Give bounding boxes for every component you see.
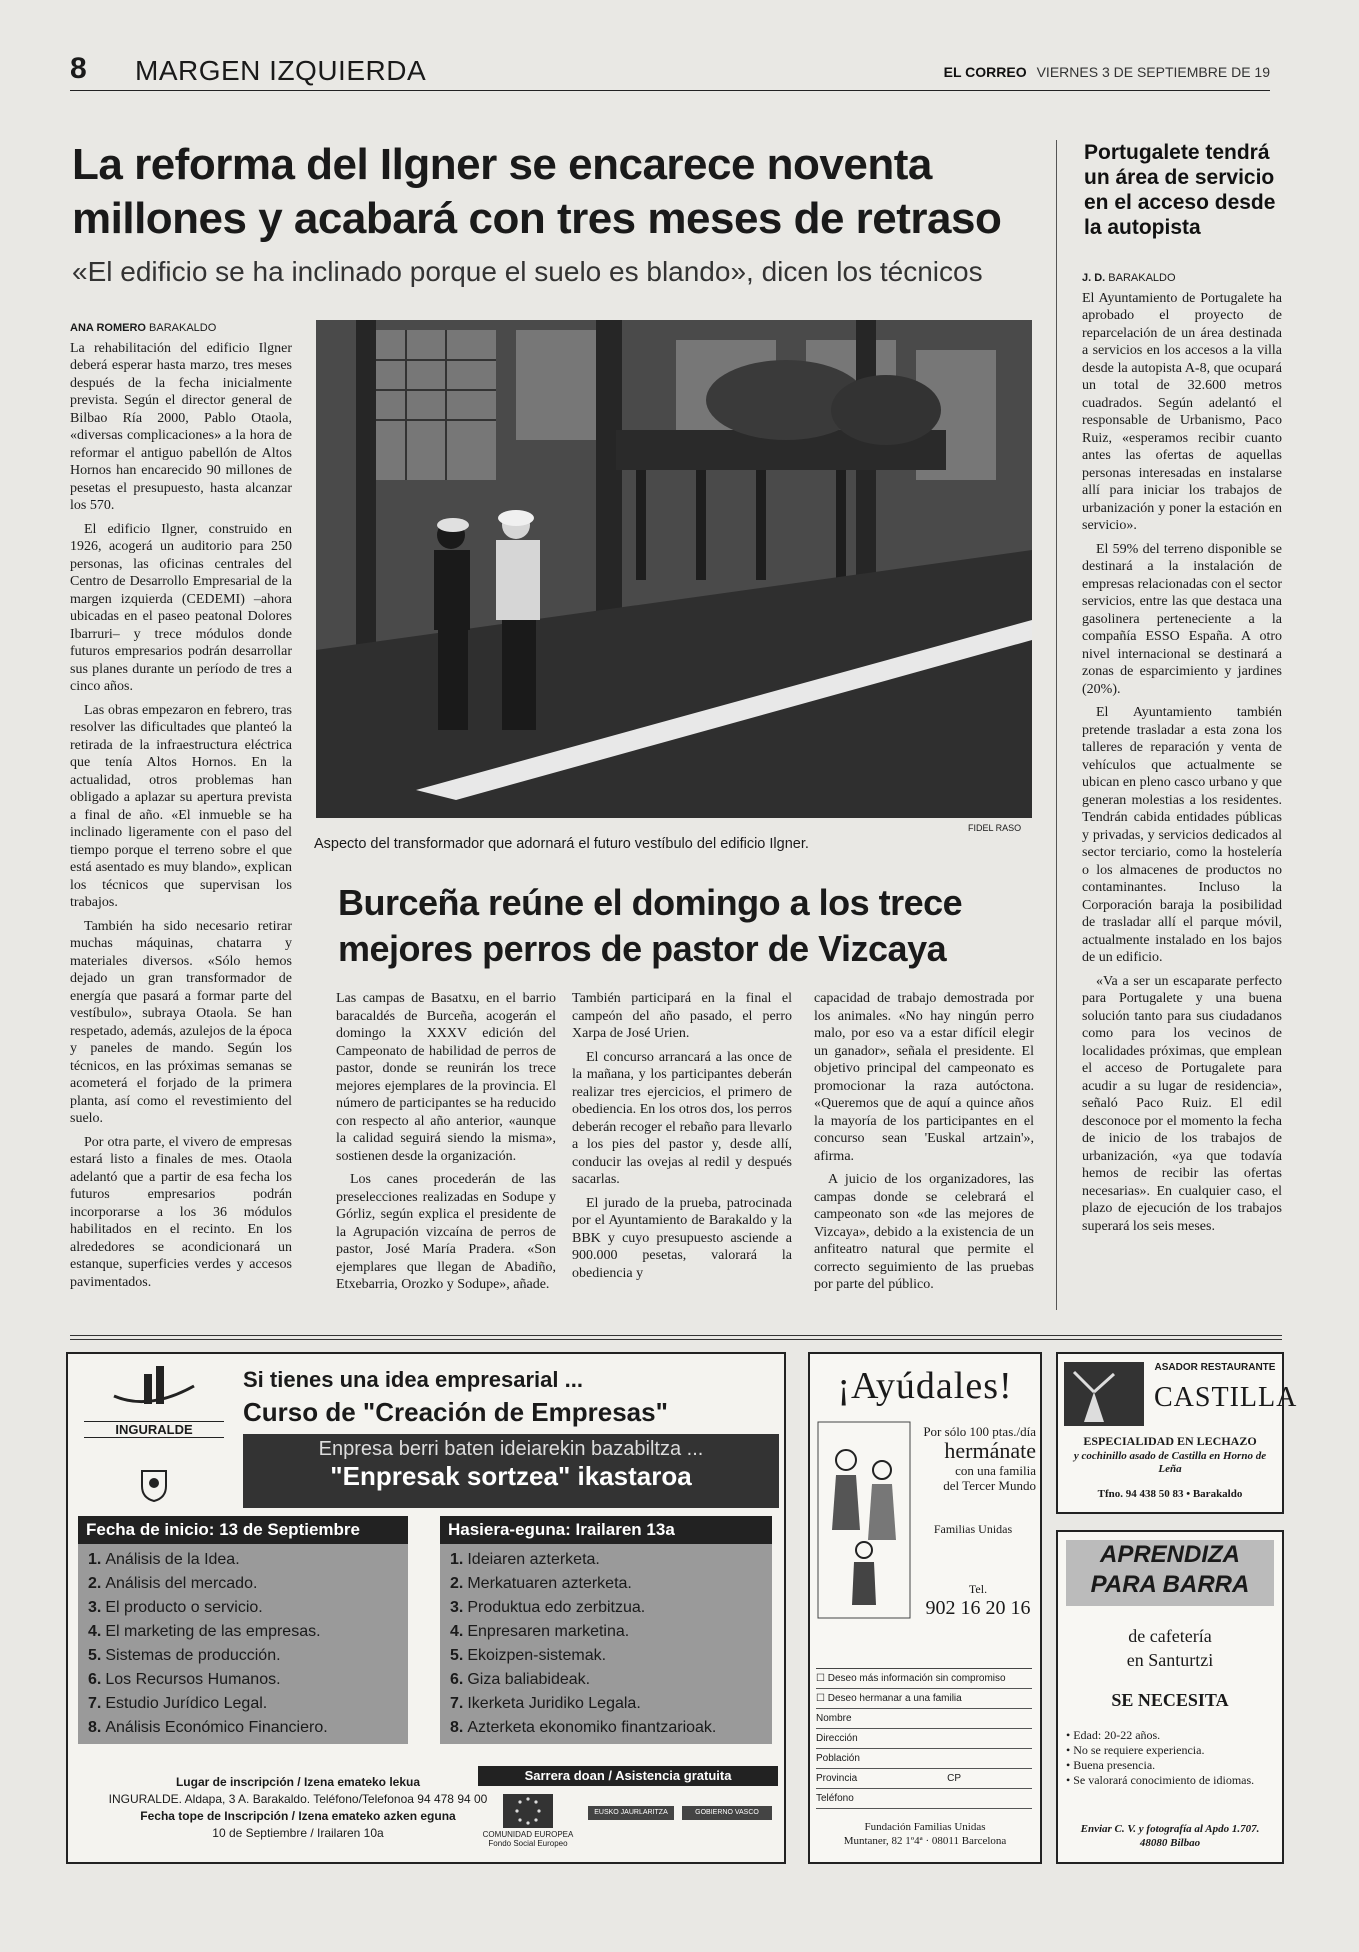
gobierno-logo: GOBIERNO VASCO xyxy=(682,1806,772,1820)
familias-line2: hermánate xyxy=(944,1438,1036,1463)
issue-date: VIERNES 3 DE SEPTIEMBRE DE 19 xyxy=(1036,64,1270,80)
ad-familias-unidas xyxy=(808,1352,1042,1864)
ad1-title-line1: Si tienes una idea empresarial ... xyxy=(243,1367,583,1392)
ad-inguralde xyxy=(66,1352,786,1864)
photo-credit: FIDEL RASO xyxy=(968,823,1022,833)
shield-icon xyxy=(139,1468,169,1502)
castilla-sub: y cochinillo asado de Castilla en Horno de Leña xyxy=(1073,1450,1267,1475)
second-paragraph: También participará en la final el campeón del año pasado, el perro Xarpa de José Urien. xyxy=(572,991,792,1041)
list-item: 4. El marketing de las empresas. xyxy=(88,1623,321,1640)
form-cp-label: CP xyxy=(947,1773,962,1784)
second-paragraph: A juicio de los organizadores, las campas donde se celebrará el campeonato son «de las mejores de Vizcaya», debido a la existencia de un anfiteatro natural que permite el correcto seguimiento de las pruebas por parte del público. xyxy=(814,1172,1034,1292)
second-headline-line2: mejores perros de pastor de Vizcaya xyxy=(338,928,947,969)
aprendiza-list xyxy=(1066,1728,1276,1788)
side-byline-place: BARAKALDO xyxy=(1108,272,1176,284)
byline-place: BARAKALDO xyxy=(149,322,217,334)
aprendiza-title2: PARA BARRA xyxy=(1090,1571,1250,1598)
side-paragraph: El 59% del terreno disponible se destinará a la instalación de empresas relacionadas con el sector servicios, entre las que destaca una gasolinera perteneciente a la compañía ESSO España. A otro nivel internacional se destinará a zonas de esparcimiento y jardines (20%). xyxy=(1082,541,1282,697)
familias-footer xyxy=(810,1820,1040,1848)
aprendiza-title1: APRENDIZA xyxy=(1099,1541,1240,1568)
second-paragraph: El jurado de la prueba, patrocinada por el Ayuntamiento de Barakaldo y la BBK y cuyo presupuesto asciende a 900.000 pesetas, valorará la obediencia y xyxy=(572,1195,792,1281)
list-item: • Buena presencia. xyxy=(1066,1758,1156,1772)
familias-footer2: Muntaner, 82 1º4ª · 08011 Barcelona xyxy=(843,1835,1007,1847)
second-headline xyxy=(338,880,1018,972)
byline xyxy=(70,320,292,338)
familias-tel: 902 16 20 16 xyxy=(925,1597,1031,1619)
list-item: • Se valorará conocimiento de idiomas. xyxy=(1066,1773,1255,1787)
form-field-direccion[interactable]: Dirección xyxy=(816,1729,1032,1749)
photo-caption: Aspecto del transformador que adornará el futuro vestíbulo del edificio Ilgner. xyxy=(314,836,809,852)
ad1-place-label: Lugar de inscripción / Izena emateko lekua xyxy=(175,1775,421,1789)
section-title: MARGEN IZQUIERDA xyxy=(135,55,427,86)
list-item: 3. El producto o servicio. xyxy=(88,1599,263,1616)
form-check-info[interactable]: ☐ Deseo más información sin compromiso xyxy=(816,1669,1032,1689)
second-paragraph: Los canes procederán de las preselecciones realizadas en Sodupe y Górliz, según explica el presidente de la Agrupación vizcaína de perros de pastor, José María Pradera. «Son ejemplares que llegan de Abadiño, Etxebarria, Orozko y Sodupe», añade. xyxy=(336,1172,556,1292)
ads-divider xyxy=(70,1335,1282,1340)
list-item: • Edad: 20-22 años. xyxy=(1066,1728,1161,1742)
side-paragraph: El Ayuntamiento también pretende trasladar a esta zona los talleres de reparación y venta de vehículos que actualmente se ubican en pleno casco urbano y que generan molestias a los residentes. Tendrán cabida entidades públicas y privadas, y servicios dedicados al sector terciario, como la hostelería o los almacenes de productos no contaminantes. Incluso la Corporación baraja la posibilidad de trasladar allí el parque móvil, actualmente instalado en los bajos de un edificio. xyxy=(1082,705,1282,965)
aprendiza-sub xyxy=(1058,1624,1282,1672)
list-item: 7. Estudio Jurídico Legal. xyxy=(88,1695,268,1712)
castilla-name: CASTILLA xyxy=(1154,1382,1298,1413)
eusko-logo: EUSKO JAURLARITZA xyxy=(588,1806,674,1820)
ad1-basque-line1: Enpresa berri baten ideiarekin bazabiltza ... xyxy=(318,1438,704,1460)
familias-tel-label: Tel. xyxy=(968,1582,988,1596)
column-divider xyxy=(1056,140,1057,1310)
ad-aprendiza xyxy=(1056,1530,1284,1864)
inguralde-logo-icon xyxy=(109,1366,199,1416)
second-paragraph: Las campas de Basatxu, en el barrio baracaldés de Burceña, acogerán el domingo la XXXV edición del Campeonato de habilidad de perros de pastor, donde se reunirán los trece mejores ejemplares de la provincia. El número de participantes se ha reducido con respecto al año anterior, «aunque la calidad seguirá siendo la misma», sostienen desde la organización. xyxy=(336,991,556,1164)
ad1-start-es: Fecha de inicio: 13 de Septiembre xyxy=(78,1516,408,1544)
side-article-column xyxy=(1082,270,1282,1241)
ad-castilla xyxy=(1056,1352,1298,1514)
side-paragraph: El Ayuntamiento de Portugalete ha aprobado el proyecto de reparcelación de un área destinada a servicios en los accesos a la villa desde la autopista A-8, que ocupará un total de 32.600 metros cuadrados. Según adelantó el responsable de Urbanismo, Paco Ruiz, «esperamos recibir cuanto antes las ofertas de aquellas personas interesadas en instalarse allí para iniciar los trabajos de urbanización y poner la estación en servicio». xyxy=(1082,290,1282,533)
list-item: 6. Los Recursos Humanos. xyxy=(88,1671,281,1688)
ad1-deadline-detail: 10 de Septiembre / Irailaren 10a xyxy=(212,1826,384,1840)
second-paragraph: capacidad de trabajo demostrada por los animales. «No hay ningún perro malo, por eso va a estar difícil elegir un ganador», señala el presidente. El objetivo principal del campeonato es promocionar la raza autóctona. «Queremos que de aquí a quince años la mayoría de los participantes en el concurso sean 'Euskal artzain'», afirma. xyxy=(814,991,1034,1164)
second-headline-line1: Burceña reúne el domingo a los trece xyxy=(338,882,963,923)
aprendiza-title xyxy=(1066,1540,1274,1606)
list-item: 7. Ikerketa Juridiko Legala. xyxy=(450,1695,641,1712)
main-paragraph: La rehabilitación del edificio Ilgner deberá esperar hasta marzo, tres meses después de la fecha inicialmente prevista. Según el director general de Bilbao Ría 2000, Pablo Otaola, «diversas complicaciones» a la hora de reformar el antiguo pabellón de Altos Hornos han encarecido 90 millones de pesetas el presupuesto, hasta alcanzar los 570. xyxy=(70,340,292,513)
aprendiza-sub2: en Santurtzi xyxy=(1126,1650,1214,1670)
windmill-icon xyxy=(1064,1362,1144,1426)
ad1-title xyxy=(243,1364,668,1428)
main-paragraph: Las obras empezaron en febrero, tras resolver las dificultades que planteó la retirada de la infraestructura eléctrica que tenía Altos Hornos. En la actualidad, otros problemas han obligado a aplazar su apertura prevista a final de año. «El inmueble se ha inclinado ligeramente con el paso del tiempo porque el terreno sobre el que está asentado es muy blando», explican los técnicos que supervisan los trabajos. xyxy=(70,702,292,910)
familias-line3: con una familia xyxy=(955,1463,1036,1478)
aprendiza-needed: SE NECESITA xyxy=(1111,1690,1229,1710)
list-item: 1. Análisis de la Idea. xyxy=(88,1551,240,1568)
list-item: 2. Merkatuaren azterketa. xyxy=(450,1575,632,1592)
form-field-poblacion[interactable]: Población xyxy=(816,1749,1032,1769)
aprendiza-footer: Enviar C. V. y fotografía al Apdo 1.707. 48080 Bilbao xyxy=(1080,1823,1260,1849)
ad1-list-eu xyxy=(440,1544,772,1744)
main-paragraph: Por otra parte, el vivero de empresas estará listo a finales de mes. Otaola adelantó que a partir de esa fecha los futuros empresarios podrán incorporarse a los 36 módulos habilitados en el recinto. En los alrededores se acondicionará un estanque, superficies verdes y accesos pavimentados. xyxy=(70,1134,292,1290)
main-paragraph: El edificio Ilgner, construido en 1926, acogerá un auditorio para 250 personas, las oficinas centrales del Centro de Desarrollo Empresarial de la margen izquierda (CEDEMI) –ahora ubicadas en el paseo peatonal Dolores Ibarruri– y trece módulos donde futuros empresarios podrán desarrollar sus planes durante un período de tres a cinco años. xyxy=(70,521,292,694)
checkbox-icon: ☐ xyxy=(816,1693,828,1704)
inguralde-logo xyxy=(84,1366,224,1507)
inguralde-logo-text: INGURALDE xyxy=(84,1421,224,1438)
aprendiza-sub1: de cafetería xyxy=(1128,1626,1212,1646)
family-illustration-icon xyxy=(816,1420,912,1620)
paper-name: EL CORREO xyxy=(943,64,1027,80)
page-number: 8 xyxy=(70,52,87,85)
main-headline-line2: millones y acabará con tres meses de retraso xyxy=(72,194,1002,243)
list-item: 4. Enpresaren marketina. xyxy=(450,1623,630,1640)
side-byline-name: J. D. xyxy=(1082,272,1106,284)
side-paragraph: «Va a ser un escaparate perfecto para Portugalete y una buena solución tanto para sus ciudadanos como para los vecinos de localidades próximas, que emplean el acceso de Portugalete para acudir a su lugar de residencia», señaló Paco Ruiz. El edil desconoce por el momento la fecha de inicio de los trabajos de urbanización, «ya que todavía hemos de recibir las ofertas necesarias». En cualquier caso, el plazo de ejecución de los trabajos superará los seis meses. xyxy=(1082,973,1282,1234)
list-item: 5. Ekoizpen-sistemak. xyxy=(450,1647,607,1664)
masthead xyxy=(944,64,1270,80)
eu-sub: Fondo Social Europeo xyxy=(488,1839,568,1848)
castilla-top: ASADOR RESTAURANTE xyxy=(1154,1362,1276,1373)
ad1-start-eu: Hasiera-eguna: Irailaren 13a xyxy=(440,1516,772,1544)
ad1-list-es xyxy=(78,1544,408,1744)
main-article-column xyxy=(70,320,292,1297)
main-paragraph: También ha sido necesario retirar muchas máquinas, chatarra y materiales diversos. «Sólo hemos dejado un gran transformador de energía que pasará a formar parte del vestíbulo», subraya Otaola. Se han respetado, además, azulejos de la época y paneles de mando. Según los técnicos, en las próximas semanas se acometerá el forjado de la primera planta, así como el revestimiento del suelo. xyxy=(70,918,292,1126)
article-photo xyxy=(316,320,1032,818)
castilla-specialty: ESPECIALIDAD EN LECHAZO xyxy=(1083,1434,1257,1448)
list-item: 2. Análisis del mercado. xyxy=(88,1575,258,1592)
castilla-phone: Tfno. 94 438 50 83 • Barakaldo xyxy=(1097,1488,1243,1500)
eu-label: COMUNIDAD EUROPEA xyxy=(482,1830,574,1839)
list-item: 3. Produktua edo zerbitzua. xyxy=(450,1599,646,1616)
eu-logo xyxy=(480,1794,576,1848)
list-item: 1. Ideiaren azterketa. xyxy=(450,1551,600,1568)
familias-phone xyxy=(920,1582,1036,1620)
second-article-col3 xyxy=(814,990,1034,1300)
second-article-col2 xyxy=(572,990,792,1288)
list-item: 6. Giza baliabideak. xyxy=(450,1671,591,1688)
eu-flag-icon xyxy=(503,1794,553,1828)
side-headline: Portugalete tendrá un área de servicio en el acceso desde la autopista xyxy=(1084,141,1276,239)
main-headline xyxy=(72,138,1062,246)
photo-illustration xyxy=(316,320,1032,818)
familias-title: ¡Ayúdales! xyxy=(837,1365,1013,1407)
familias-form xyxy=(816,1668,1032,1809)
main-headline-line1: La reforma del Ilgner se encarece noventa xyxy=(72,140,932,189)
list-item: • No se requiere experiencia. xyxy=(1066,1743,1205,1757)
ad1-inscription xyxy=(88,1774,508,1842)
side-byline xyxy=(1082,270,1282,288)
checkbox-icon: ☐ xyxy=(816,1673,828,1684)
page-header xyxy=(70,50,1270,91)
familias-line1: Por sólo 100 ptas./día xyxy=(923,1424,1036,1439)
ad1-course-eu xyxy=(440,1516,772,1744)
list-item: 5. Sistemas de producción. xyxy=(88,1647,281,1664)
list-item: 8. Análisis Económico Financiero. xyxy=(88,1719,328,1736)
ad1-free-banner: Sarrera doan / Asistencia gratuita xyxy=(478,1766,778,1786)
familias-pitch xyxy=(910,1424,1036,1493)
byline-name: ANA ROMERO xyxy=(70,322,146,334)
familias-footer1: Fundación Familias Unidas xyxy=(864,1821,986,1833)
ad1-title-line2: Curso de "Creación de Empresas" xyxy=(243,1397,668,1427)
form-field-nombre[interactable]: Nombre xyxy=(816,1709,1032,1729)
ad1-basque-line2: "Enpresak sortzea" ikastaroa xyxy=(330,1461,692,1491)
form-check-hermanar[interactable]: ☐ Deseo hermanar a una familia xyxy=(816,1689,1032,1709)
second-paragraph: El concurso arrancará a las once de la mañana, y los participantes deberán realizar tres ejercicios, el primero de obediencia. En los otros dos, los perros deberán recoger el rebaño para llevarlo a los pies del pastor y, desde allí, conducir las ovejas al redil y después sacarlas. xyxy=(572,1049,792,1187)
second-article-col1 xyxy=(336,990,556,1300)
main-subhead: «El edificio se ha inclinado porque el suelo es blando», dicen los técnicos xyxy=(72,256,983,287)
ad1-deadline-label: Fecha tope de Inscripción / Izena emateko azken eguna xyxy=(140,1809,456,1823)
form-field-telefono[interactable]: Teléfono xyxy=(816,1789,1032,1809)
ad1-place-detail: INGURALDE. Aldapa, 3 A. Barakaldo. Teléfono/Telefonoa 94 478 94 00 xyxy=(108,1792,488,1806)
form-field-provincia[interactable]: Provincia CP xyxy=(816,1769,1032,1789)
familias-org: Familias Unidas xyxy=(933,1522,1013,1536)
ad1-basque-band xyxy=(243,1434,779,1508)
list-item: 8. Azterketa ekonomiko finantzarioak. xyxy=(450,1719,717,1736)
ad1-course-es xyxy=(78,1516,408,1744)
familias-line4: del Tercer Mundo xyxy=(943,1478,1036,1493)
